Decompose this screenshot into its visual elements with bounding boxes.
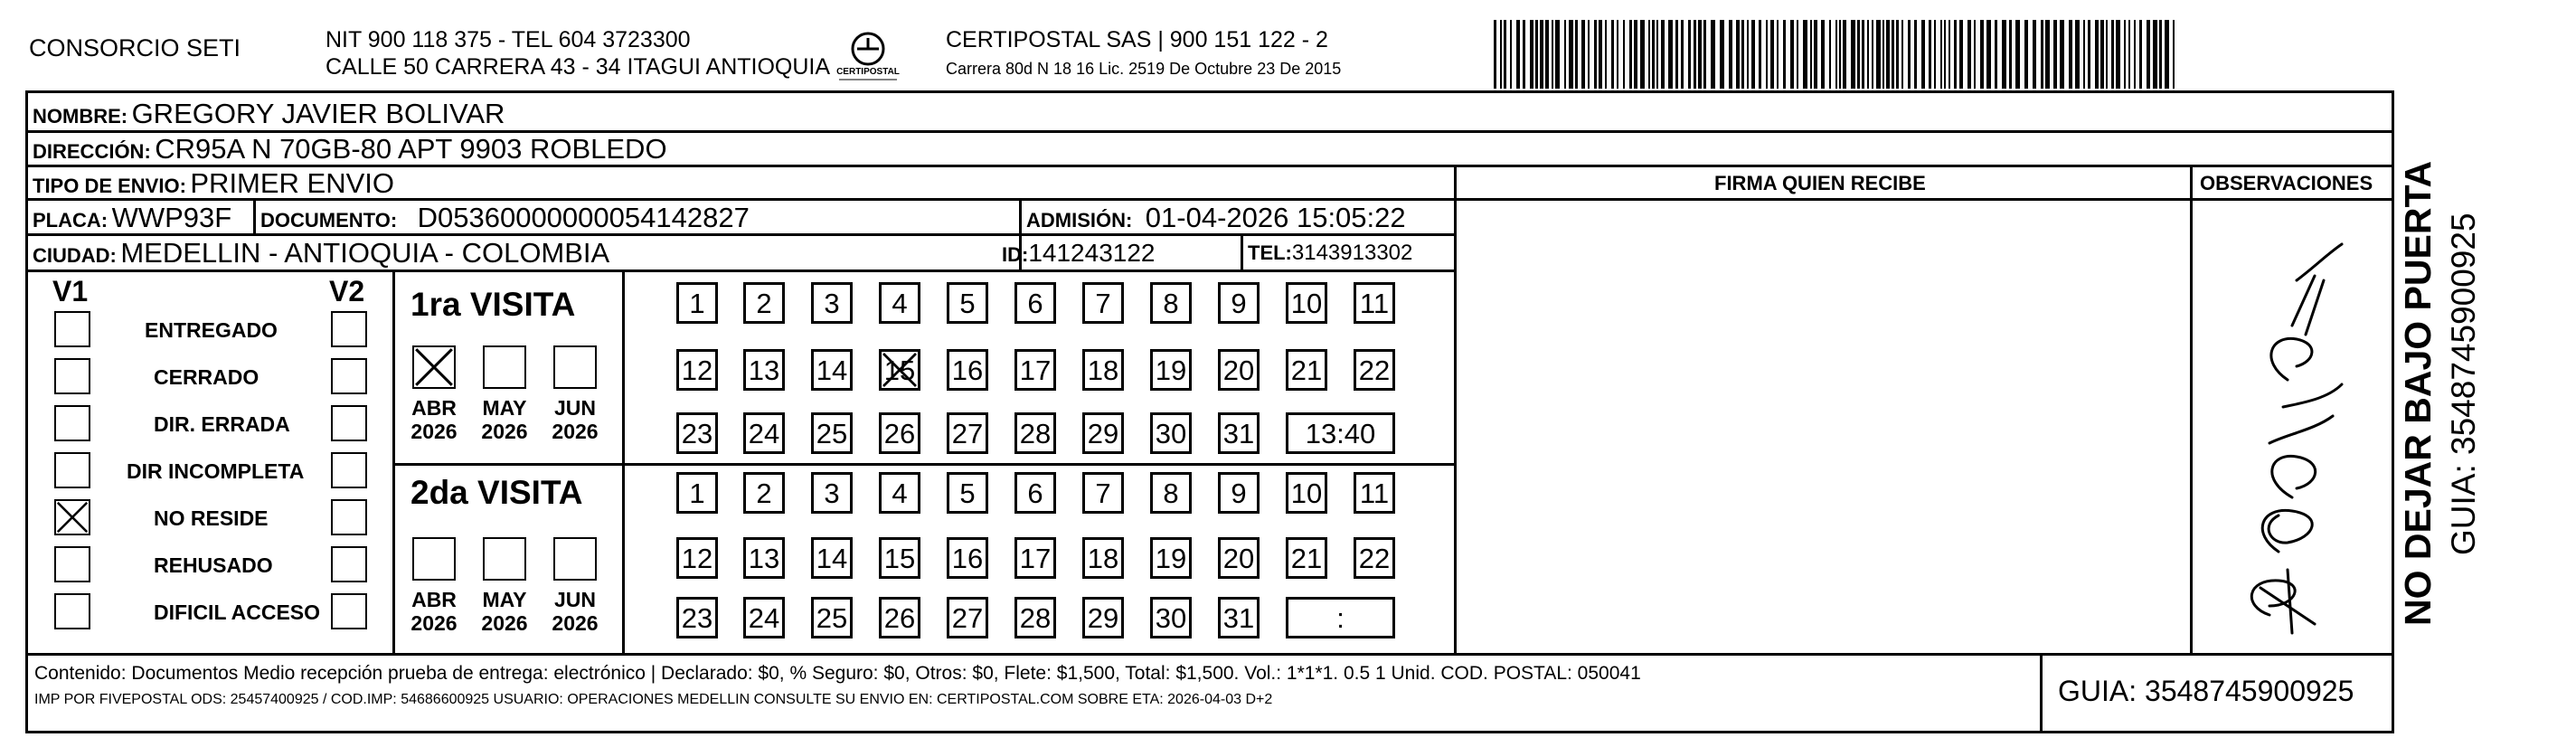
visita1-month-label: ABR 2026 [410,396,458,444]
nombre-label: NOMBRE: [33,105,128,128]
visita1-time-box[interactable]: 13:40 [1286,412,1395,454]
visita1-month-label: MAY 2026 [481,396,528,444]
visita1-month-checkbox[interactable] [553,345,597,389]
visita2-day-box[interactable]: 19 [1150,537,1192,579]
v2-checkbox[interactable] [331,311,367,347]
visita2-time-box[interactable]: : [1286,597,1395,638]
v2-checkbox[interactable] [331,593,367,629]
status-label: REHUSADO [154,553,273,577]
x-mark-icon [414,347,454,387]
id-value: 141243122 [1028,239,1156,267]
visita2-day-box[interactable]: 12 [676,537,718,579]
visita1-day-box[interactable]: 18 [1082,349,1124,391]
v2-checkbox[interactable] [331,452,367,488]
visita2-day-box[interactable]: 27 [947,597,988,638]
license-line: Carrera 80d N 18 16 Lic. 2519 De Octubre 23 De 2015 [946,60,1342,78]
visita1-day-box[interactable]: 7 [1082,282,1124,324]
visita2-month-label: MAY 2026 [481,588,528,636]
v2-checkbox[interactable] [331,358,367,394]
visita2-day-box[interactable]: 23 [676,597,718,638]
svg-text:CERTIPOSTAL: CERTIPOSTAL [836,67,900,77]
visita1-day-box[interactable]: 19 [1150,349,1192,391]
visita2-month-checkbox[interactable] [553,537,597,581]
visita2-day-box[interactable]: 2 [743,472,785,514]
visita1-day-box[interactable]: 10 [1286,282,1327,324]
carrier-line: CERTIPOSTAL SAS | 900 151 122 - 2 [946,27,1328,52]
v1-checkbox[interactable] [54,593,90,629]
status-label: DIFICIL ACCESO [154,600,321,624]
documento-label: DOCUMENTO: [260,209,398,232]
tipo-envio-label: TIPO DE ENVIO: [33,175,186,197]
visita2-day-box[interactable]: 11 [1354,472,1395,514]
visita1-day-box[interactable]: 5 [947,282,988,324]
visita2-day-box[interactable]: 31 [1218,597,1260,638]
status-label: ENTREGADO [145,318,278,342]
visita1-day-box[interactable]: 15 [879,349,920,391]
visita1-day-box[interactable]: 30 [1150,412,1192,454]
visita1-day-box[interactable]: 21 [1286,349,1327,391]
visita1-month-checkbox[interactable] [412,345,456,389]
visita1-day-box[interactable]: 1 [676,282,718,324]
visita1-month-checkbox[interactable] [483,345,526,389]
ciudad-value: MEDELLIN - ANTIOQUIA - COLOMBIA [120,237,610,269]
visita2-month-label: JUN 2026 [552,588,599,636]
visita2-day-box[interactable]: 14 [811,537,853,579]
placa-label: PLACA: [33,209,109,232]
ciudad-label: CIUDAD: [33,244,117,267]
tipo-envio-value: PRIMER ENVIO [190,167,395,199]
v1-checkbox[interactable] [54,499,90,535]
v2-checkbox[interactable] [331,546,367,582]
visita2-day-box[interactable]: 1 [676,472,718,514]
visita1-day-box[interactable]: 11 [1354,282,1395,324]
visita2-month-checkbox[interactable] [483,537,526,581]
visita1-day-box[interactable]: 13 [743,349,785,391]
visita1-day-box[interactable]: 12 [676,349,718,391]
imp-line: IMP POR FIVEPOSTAL ODS: 25457400925 / COD.IMP: 54686600925 USUARIO: OPERACIONES MEDELLIN CONSULTE SU ENVIO EN: CERTIPOSTAL.COM SOBRE ETA: 2026-04-03 D+2 [34,692,1273,707]
v2-checkbox[interactable] [331,405,367,441]
no-dejar-warning: NO DEJAR BAJO PUERTA [2397,160,2439,626]
visita2-day-box[interactable]: 29 [1082,597,1124,638]
company-name: CONSORCIO SETI [29,34,241,61]
status-label: DIR. ERRADA [154,412,290,436]
direccion-label: DIRECCIÓN: [33,140,151,163]
x-mark-icon [882,352,918,388]
visita1-day-box[interactable]: 23 [676,412,718,454]
visita2-month-label: ABR 2026 [410,588,458,636]
visita2-day-box[interactable]: 22 [1354,537,1395,579]
visita2-day-box[interactable]: 3 [811,472,853,514]
contenido-line: Contenido: Documentos Medio recepción prueba de entrega: electrónico | Declarado: $0, % Seguro: $0, Otros: $0, Flete: $1,500, Total: $1,500. Vol.: 1*1*1. 0.5 1 Unid. COD. POSTAL: 050041 [34,663,1641,684]
visita1-day-box[interactable]: 27 [947,412,988,454]
visita2-day-box[interactable]: 5 [947,472,988,514]
visita1-title: 1ra VISITA [410,286,576,323]
visita1-day-box[interactable]: 16 [947,349,988,391]
visita2-day-box[interactable]: 4 [879,472,920,514]
visita1-day-box[interactable]: 26 [879,412,920,454]
nit-line: NIT 900 118 375 - TEL 604 3723300 [326,27,691,52]
placa-value: WWP93F [111,202,232,233]
visita2-day-box[interactable]: 26 [879,597,920,638]
v1-checkbox[interactable] [54,311,90,347]
status-label: NO RESIDE [154,506,269,530]
visita1-day-box[interactable]: 2 [743,282,785,324]
side-guia: GUIA: 3548745900925 [2445,213,2482,555]
admision-label: ADMISIÓN: [1026,209,1133,232]
observaciones-header: OBSERVACIONES [2200,172,2373,194]
firma-header: FIRMA QUIEN RECIBE [1714,172,1926,194]
visita1-day-box[interactable]: 20 [1218,349,1260,391]
status-label: DIR INCOMPLETA [127,459,305,483]
visita2-day-box[interactable]: 7 [1082,472,1124,514]
visita1-day-box[interactable]: 25 [811,412,853,454]
tel-value: 3143913302 [1291,241,1413,265]
v1-header: V1 [52,275,89,307]
visita2-day-box[interactable]: 13 [743,537,785,579]
direccion-value: CR95A N 70GB-80 APT 9903 ROBLEDO [155,133,667,165]
visita2-day-box[interactable]: 21 [1286,537,1327,579]
visita1-month-label: JUN 2026 [552,396,599,444]
v1-checkbox[interactable] [54,358,90,394]
certipostal-logo-icon [832,29,904,85]
visita2-month-checkbox[interactable] [412,537,456,581]
visita1-day-box[interactable]: 28 [1014,412,1056,454]
visita1-day-box[interactable]: 31 [1218,412,1260,454]
nombre-value: GREGORY JAVIER BOLIVAR [131,98,505,129]
visita1-day-box[interactable]: 9 [1218,282,1260,324]
address-line: CALLE 50 CARRERA 43 - 34 ITAGUI ANTIOQUIA [326,54,831,80]
tel-label: TEL: [1248,241,1292,264]
v2-header: V2 [329,275,365,307]
visita2-day-box[interactable]: 18 [1082,537,1124,579]
footer-guia: GUIA: 3548745900925 [2058,675,2354,707]
visita2-day-box[interactable]: 10 [1286,472,1327,514]
v2-checkbox[interactable] [331,499,367,535]
visita1-day-box[interactable]: 14 [811,349,853,391]
visita1-day-box[interactable]: 3 [811,282,853,324]
v1-checkbox[interactable] [54,405,90,441]
visita2-day-box[interactable]: 24 [743,597,785,638]
v1-checkbox[interactable] [54,452,90,488]
barcode [1494,20,2181,89]
x-mark-icon [56,501,89,534]
visita2-day-box[interactable]: 28 [1014,597,1056,638]
visita1-day-box[interactable]: 8 [1150,282,1192,324]
v1-checkbox[interactable] [54,546,90,582]
visita1-day-box[interactable]: 24 [743,412,785,454]
visita2-day-box[interactable]: 25 [811,597,853,638]
visita2-day-box[interactable]: 20 [1218,537,1260,579]
visita2-day-box[interactable]: 16 [947,537,988,579]
id-label: ID: [1002,243,1029,266]
documento-value: D05360000000054142827 [417,202,750,233]
status-label: CERRADO [154,365,259,389]
visita2-day-box[interactable]: 15 [879,537,920,579]
recipient-signature-icon [2206,226,2387,642]
visita2-day-box[interactable]: 17 [1014,537,1056,579]
admision-value: 01-04-2026 15:05:22 [1145,202,1406,233]
visita1-day-box[interactable]: 29 [1082,412,1124,454]
visita2-day-box[interactable]: 9 [1218,472,1260,514]
visita1-day-box[interactable]: 6 [1014,282,1056,324]
visita2-day-box[interactable]: 6 [1014,472,1056,514]
visita1-day-box[interactable]: 4 [879,282,920,324]
visita2-title: 2da VISITA [410,474,583,511]
visita1-day-box[interactable]: 22 [1354,349,1395,391]
visita1-day-box[interactable]: 17 [1014,349,1056,391]
visita2-day-box[interactable]: 30 [1150,597,1192,638]
visita2-day-box[interactable]: 8 [1150,472,1192,514]
